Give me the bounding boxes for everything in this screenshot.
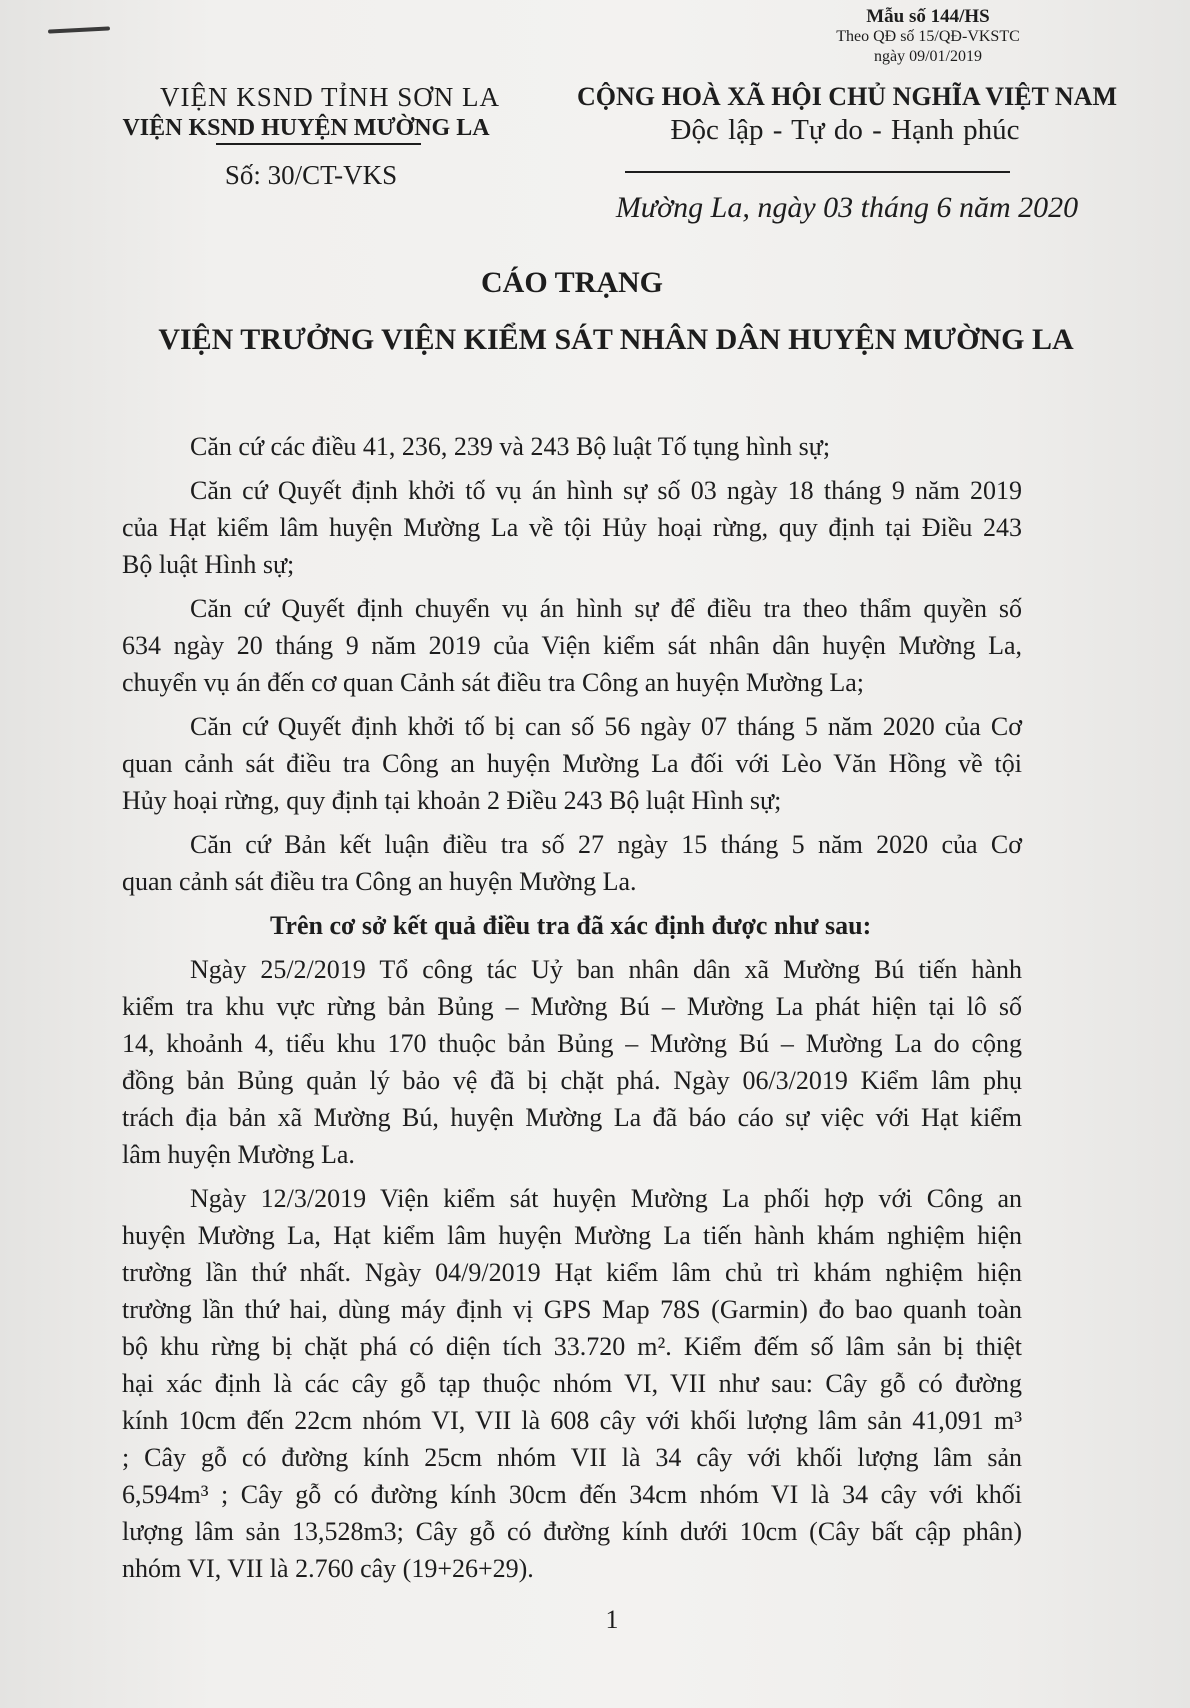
finding-line: kiểm tra khu vực rừng bản Bủng – Mường Bú – Mường La phát hiện tại lô số: [122, 992, 1022, 1021]
legal-basis-line: của Hạt kiểm lâm huyện Mường La về tội Hủy hoại rừng, quy định tại Điều 243: [122, 513, 1022, 542]
pen-mark: [48, 26, 110, 33]
document-number: Số: 30/CT-VKS: [224, 160, 398, 190]
document-subtitle: VIỆN TRƯỞNG VIỆN KIỂM SÁT NHÂN DÂN HUYỆN MƯỜNG LA: [158, 323, 1074, 356]
form-decision: Theo QĐ số 15/QĐ-VKSTC: [836, 28, 1020, 45]
legal-basis-line: Hủy hoại rừng, quy định tại khoản 2 Điều 243 Bộ luật Hình sự;: [122, 786, 782, 815]
page-number: 1: [605, 1605, 619, 1634]
legal-basis-paragraph: [122, 472, 1022, 583]
legal-bases: [122, 428, 1022, 900]
finding-paragraph: [122, 951, 1022, 1173]
finding-line: đồng bản Bủng quản lý bảo vệ đã bị chặt phá. Ngày 06/3/2019 Kiểm lâm phụ: [122, 1066, 1022, 1095]
legal-basis-line: 634 ngày 20 tháng 9 năm 2019 của Viện kiểm sát nhân dân huyện Mường La,: [122, 631, 1022, 660]
legal-basis-line: quan cảnh sát điều tra Công an huyện Mường La.: [122, 867, 637, 896]
legal-basis-line: Căn cứ Quyết định khởi tố vụ án hình sự số 03 ngày 18 tháng 9 năm 2019: [190, 476, 1022, 505]
finding-line: lượng lâm sản 13,528m3; Cây gỗ có đường kính dưới 10cm (Cây bất cập phân): [122, 1517, 1022, 1546]
finding-line: bộ khu rừng bị chặt phá có diện tích 33.720 m². Kiểm đếm số lâm sản bị thiệt: [122, 1332, 1022, 1361]
agency-name: VIỆN KSND HUYỆN MƯỜNG LA: [122, 115, 490, 141]
legal-basis-paragraph: [122, 826, 1022, 900]
document-title: CÁO TRẠNG: [481, 266, 663, 299]
finding-line: Ngày 25/2/2019 Tổ công tác Uỷ ban nhân dân xã Mường Bú tiến hành: [190, 955, 1022, 984]
legal-basis-line: Căn cứ Quyết định chuyển vụ án hình sự để điều tra theo thẩm quyền số: [190, 594, 1022, 623]
document-body: [122, 428, 1022, 1594]
legal-basis-paragraph: [122, 428, 1022, 465]
finding-line: trường lần thứ hai, dùng máy định vị GPS Map 78S (Garmin) đo bao quanh toàn: [122, 1295, 1022, 1324]
legal-basis-line: Căn cứ Quyết định khởi tố bị can số 56 ngày 07 tháng 5 năm 2020 của Cơ: [190, 712, 1022, 741]
agency-underline: [216, 143, 421, 145]
finding-line: nhóm VI, VII là 2.760 cây (19+26+29).: [122, 1554, 534, 1583]
finding-line: trường lần thứ nhất. Ngày 04/9/2019 Hạt kiểm lâm chủ trì khám nghiệm hiện: [122, 1258, 1022, 1287]
legal-basis-line: Bộ luật Hình sự;: [122, 550, 295, 579]
finding-line: 14, khoảnh 4, tiểu khu 170 thuộc bản Bủng – Mường Bú – Mường La do cộng: [122, 1029, 1022, 1058]
finding-line: 6,594m³ ; Cây gỗ có đường kính 30cm đến 34cm nhóm VI là 34 cây với khối: [122, 1480, 1022, 1509]
parent-agency: VIỆN KSND TỈNH SƠN LA: [160, 82, 500, 112]
finding-line: huyện Mường La, Hạt kiểm lâm huyện Mường La tiến hành khám nghiệm hiện: [122, 1221, 1022, 1250]
place-date: Mường La, ngày 03 tháng 6 năm 2020: [615, 191, 1079, 224]
motto-underline: [625, 171, 1010, 173]
finding-line: Ngày 12/3/2019 Viện kiểm sát huyện Mường La phối hợp với Công an: [190, 1184, 1022, 1213]
legal-basis-paragraph: [122, 708, 1022, 819]
finding-line: hại xác định là các cây gỗ tạp thuộc nhóm VI, VII như sau: Cây gỗ có đường: [122, 1369, 1022, 1398]
finding-line: kính 10cm đến 22cm nhóm VI, VII là 608 cây với khối lượng lâm sản 41,091 m³: [122, 1406, 1022, 1435]
legal-basis-line: Căn cứ Bản kết luận điều tra số 27 ngày 15 tháng 5 năm 2020 của Cơ: [190, 830, 1022, 859]
form-date: ngày 09/01/2019: [874, 48, 982, 65]
finding-paragraph: [122, 1180, 1022, 1587]
legal-basis-line: quan cảnh sát điều tra Công an huyện Mường La đối với Lèo Văn Hồng về tội: [122, 749, 1022, 778]
finding-line: trách địa bản xã Mường Bú, huyện Mường La đã báo cáo sự việc với Hạt kiểm: [122, 1103, 1022, 1132]
finding-line: ; Cây gỗ có đường kính 25cm nhóm VII là 34 cây với khối lượng lâm sản: [122, 1443, 1022, 1472]
findings: [122, 951, 1022, 1587]
legal-basis-line: Căn cứ các điều 41, 236, 239 và 243 Bộ luật Tố tụng hình sự;: [190, 432, 831, 461]
legal-basis-paragraph: [122, 590, 1022, 701]
finding-line: lâm huyện Mường La.: [122, 1140, 355, 1169]
legal-basis-line: chuyển vụ án đến cơ quan Cảnh sát điều tra Công an huyện Mường La;: [122, 668, 864, 697]
findings-heading: Trên cơ sở kết quả điều tra đã xác định được như sau:: [270, 911, 872, 940]
form-number: Mẫu số 144/HS: [866, 6, 990, 27]
country-name: CỘNG HOÀ XÃ HỘI CHỦ NGHĨA VIỆT NAM: [576, 82, 1118, 111]
national-motto: Độc lập - Tự do - Hạnh phúc: [670, 114, 1020, 146]
